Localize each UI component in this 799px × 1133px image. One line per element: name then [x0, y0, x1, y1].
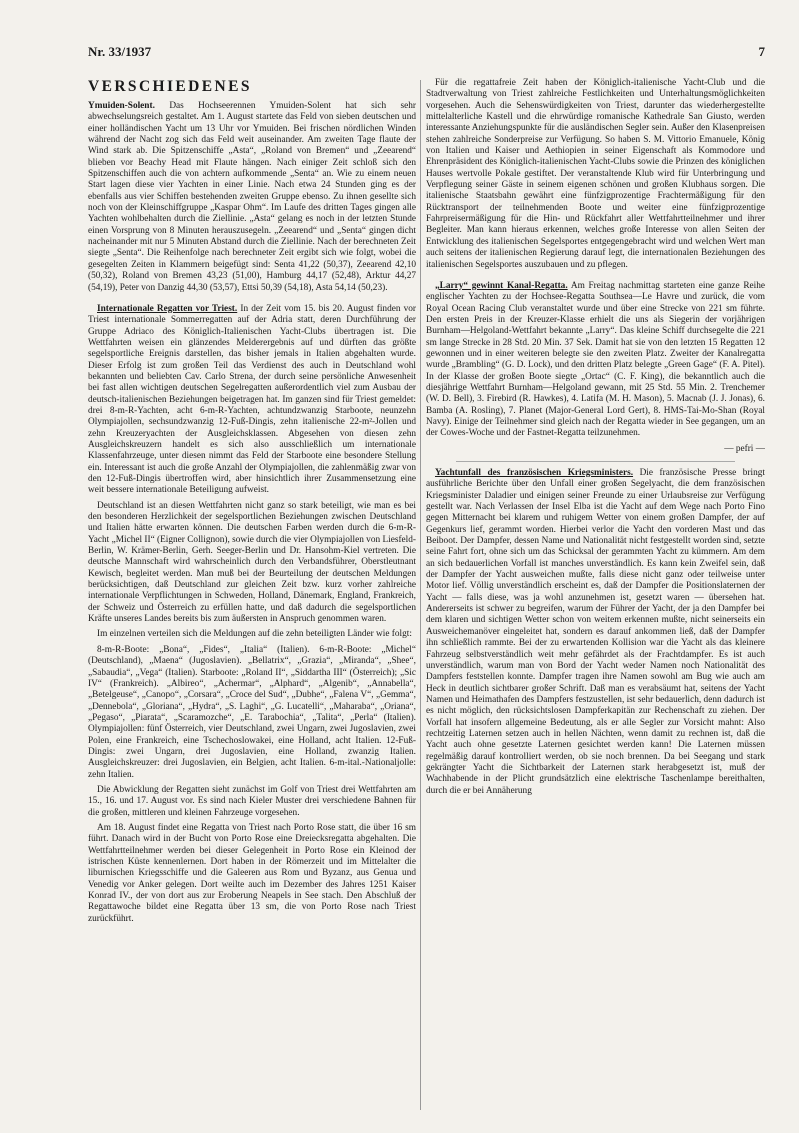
page-number: 7 — [758, 44, 765, 59]
article-text: Das Hochseerennen Ymuiden-Solent hat sich sehr abwechselungsreich gestaltet. Am 1. August startete das Feld von sieben deutschen und einer holländischen Yacht um 13 Uhr vor Ymuiden. Bei frischen nördlichen Winden während der Nacht zog sich das Feld weit auseinander. Am zweiten Tage flaute der Wind stark ab. Die Spitzenschiffe „Asta“, „Roland von Bremen“ und „Zeearend“ blieben vor Beachy Head mit Flaute hängen. Nach einiger Zeit schloß sich den Spitzenschiffen auch die von achtern aufkommende „Senta“ an. Wie zu einem neuen Start lagen diese vier Yachten in einer Linie. Nach etwa 24 Stunden ging es der ebenfalls aus vier Schiffen bestehenden zweiten Gruppe ebenso. Zu ihnen gesellte sich noch von der Kleinschiffgruppe „Kaspar Ohm“. Im Laufe des dritten Tages gingen alle Yachten wohlbehalten durch die Ziellinie. „Asta“ gelang es noch in der letzten Stunde einen Vorsprung von 8 Minuten herauszusegeln. „Zeearend“ und „Senta“ gingen dicht nacheinander mit nur 5 Minuten Abstand durch die Ziellinie. Nach der berechneten Zeit siegte „Senta“. Die Reihenfolge nach berechneter Zeit ergibt sich wie folgt, wobei die gesegelten Zeiten in Klammern beigefügt sind: Senta 41,22 (50,37), Zeearend 42,10 (50,32), Roland von Bremen 43,23 (51,00), Hamburg 44,17 (52,48), Arktur 44,27 (54,19), Peter von Danzig 44,30 (53,57), Ettsi 50,39 (54,18), Asta 54,14 (50,23). — [88, 101, 416, 293]
paragraph: Für die regattafreie Zeit haben der Königlich-italienische Yacht-Club und die Stadtverwaltung von Triest zahlreiche Festlichkeiten und Unterhaltungsmöglichkeiten vorgesehen. Auch die Sehenswürdigkeiten von Triest, darunter das wiederhergestellte mittelalterliche Kastell und die ehrwürdige romanische Kathedrale San Giusto, werden interessante Anziehungspunkte für die ausländischen Segler sein. Außer den Klasenpreisen stehen zahlreiche Sonderpreise zur Verfügung. So haben S. M. Vittorio Emanuele, König von Italien und Kaiser und Aethiopien in seiner Eigenschaft als Kommodore und Ehrenpräsident des Königlich-italienischen Yacht-Clubs sowie die Prinzen des königlichen Hauses wertvolle Pokale gestiftet. Der veranstaltende Klub wird für Unterbringung und Verpflegung seiner Gäste in seinem eigenen schönen und großen Klubhaus sorgen. Die italienische Staatsbahn gewährt eine fünfzigprozentige Frachtermäßigung für den Rücktransport der teilnehmenden Boote und weiter eine fünfzigprozentige Fahrpreisermäßigung für die Hin- und Rückfahrt aller Wettfahrtteilnehmer und ihrer Begleiter. Man kann hieraus erkennen, welches große Interesse von allen Seiten der Entwicklung des italienischen Segelsportes entgegengebracht wird und welchen Wert man auch seitens der italienischen Regierung darauf legt, die internationalen Beziehungen des italienischen Segelsportes auszubauen und zu pflegen. — [426, 78, 765, 270]
section-title: VERSCHIEDENES — [88, 78, 252, 95]
article-ymuiden — [88, 101, 416, 294]
article-text: In der Zeit vom 15. bis 20. August finden vor Triest internationale Sommerregatten auf der Adria statt, deren Durchführung der Gruppe Adriaco des Königlich-Italienischen Yacht-Clubs übertragen ist. Die Wettfahrten weisen ein glänzendes Melderergebnis auf und dürften das größte segelsportliche Ereignis darstellen, das bisher jemals in Italien abgehalten wurde. Dieser Erfolg ist zum großen Teil das Verdienst des auch in Deutschland wohl bekannten und beliebten Cav. Carlo Strena, der durch seine persönliche Anwesenheit bei fast allen wichtigen deutschen Segelregatten außerordentlich viel zum Ausbau der deutsch-italienischen Beziehungen beigetragen hat. Im ganzen sind für Triest gemeldet: drei 8-m-R-Yachten, acht 6-m-R-Yachten, achtundzwanzig Starboote, neunzehn Olympiajollen, sechsundzwanzig 12-Fuß-Dingis, zehn italienische 22-m²-Jollen und zehn Kreuzeryachten der Ausgleichsklassen. Abgesehen von diesen zehn Ausgleichskreuzern handelt es sich also ausschließlich um internationale Klassenfahrzeuge, unter diesen nimmt das Feld der Starboote eine besondere Stellung ein. Interessant ist auch die große Anzahl der Olympiajollen, die zahlenmäßig zwar von den 12-Fuß-Dingis übertroffen wird, aber hinsichtlich ihrer Zusammensetzung eine weit bessere internationale Beteiligung aufweist. — [88, 303, 416, 496]
right-column — [426, 78, 765, 1118]
article-text: Am Freitag nachmittag starteten eine ganze Reihe englischer Yachten zu der Hochsee-Regatta Southsea—Le Havre und zurück, die vom Royal Ocean Racing Club veranstaltet wurde und über eine Strecke von 221 sm führte. Den ersten Preis in der Kreuzer-Klasse erhielt die uns als Siegerin der vorjährigen Burnham—Helgoland-Wettfahrt bekannte „Larry“. Das kleine Schiff durchsegelte die 221 sm lange Strecke in 28 Std. 20 Min. 37 Sek. Damit hat sie von den letzten 15 Regatten 12 gewonnen und in einer weiteren belegte sie den zweiten Platz. Zweiter der Kanalregatta wurde „Brambling“ (G. D. Lock), und den dritten Platz belegte „Green Gage“ (F. A. Pitel). In der Klasse der großen Boote siegte „Ortac“ (C. F. King), die bekanntlich auch die diesjährige Wettfahrt Burnham—Helgoland gewann, mit 25 Std. 55 Min. 2. Trenchemer (W. D. Bell), 3. Firebird (R. Hawkes), 4. Latifa (M. H. Mason), 5. Macnab (J. J. Jonas), 6. Bamba (A. Rosling), 7. Planet (Major-General Lord Gert), 8. HMS-Tai-Mo-Shan (Royal Navy). Einige der Teilnehmer sind gleich nach der Regatta wieder in See gegangen, um an der Cowes-Woche und der Fastnet-Regatta teilzunehmen. — [426, 280, 765, 439]
article-heading: „Larry“ gewinnt Kanal-Regatta. — [435, 280, 568, 291]
article-heading: Internationale Regatten vor Triest. — [97, 303, 238, 314]
author-signature: — pefri — — [724, 443, 765, 454]
article-text: Die französische Presse bringt ausführliche Berichte über den Unfall einer großen Segelyacht, die dem französischen Kriegsminister Daladier und einigen seiner Freunde zu einer Urlaubsreise zur Verfügung gestellt war. Nach Verlassen der Insel Elba ist die Yacht auf dem Wege nach Porto Fino gegen Mitternacht bei klarem und ruhigem Wetter von einem großen Dampfer, der auf Gegenkurs lief, gerammt worden. Hierbei verlor die Yacht den vorderen Mast und das Beiboot. Der Dampfer, dessen Name und Nationalität nicht festgestellt worden sind, setzte seine Fahrt fort, ohne sich um das Schicksal der gerammten Yacht zu kümmern. Am dem an sich bedauerlichen Vorfall ist manches unverständlich. Es kann kein Zweifel sein, daß der Dampfer der Yacht ausweichen mußte, falls diese nicht ganz oder teilweise unter Motor lief. Völlig unverständlich erscheint es, daß der Dampfer die Positionslaternen der Yacht — falls diese, was ja wohl anzunehmen ist, gesetzt waren — übersehen hat. Andererseits ist schwer zu begreifen, warum der Führer der Yacht, der ja den Dampfer bei dem klaren und sichtigen Wetter schon von weitem erkennen mußte, nicht seinerseits ein Ausweichemanöver eingeleitet hat, sondern es darauf ankommen ließ, daß der Dampfer ihn schließlich rammte. Bei der zu erwartenden Kollision war die Yacht als das kleinere Fahrzeug selbstverständlich weit mehr gefährdet als der Frachtdampfer. Es ist auch unverständlich, warum man von Bord der Yacht weder Namen noch Nationalität des Dampfers feststellen konnte. Dampfer tragen ihre Namen sowohl am Bug wie auch am Heck in deutlich sichtbarer großer Schrift. Daß man es verabsäumt hat, seitens der Yacht Namen und Heimathafen des Dampfers festzustellen, ist sehr bedauerlich, denn dadurch ist es nicht möglich, den rücksichtslosen Dampferkapitän zur Rechenschaft zu ziehen. Der Vorfall hat insofern allgemeine Bedeutung, als er alle Segler zur Vorsicht mahnt: Also rechtzeitig Laternen setzen auch in hellen Nächten, wenn damit zu rechnen ist, daß die Yacht auch ohne gesetzte Laternen gesichtet werden kann! Die Laternen müssen regelmäßig darauf kontrolliert werden, ob sie noch brennen. Da bei Seegang und stark gekrängter Yacht die Sichtbarkeit der Laternen stark herabgesetzt ist, muß der Wachhabende in der Plicht grundsätzlich eine elektrische Taschenlampe bereithalten, durch die er bei Annäherung — [426, 468, 765, 796]
paragraph: Im einzelnen verteilen sich die Meldungen auf die zehn beteiligten Länder wie folgt: — [97, 629, 412, 640]
article-separator — [456, 461, 735, 462]
column-divider — [420, 80, 421, 1110]
paragraph: Die Abwicklung der Regatten sieht zunächst im Golf von Triest drei Wettfahrten am 15., 16. und 17. August vor. Es sind nach Kieler Muster drei verschiedene Bahnen für die großen, mittleren und kleinen Fahrzeuge vorgesehen. — [88, 784, 416, 818]
issue-number: Nr. 33/1937 — [88, 44, 152, 59]
paragraph: Am 18. August findet eine Regatta von Triest nach Porto Rose statt, die über 16 sm führt. Danach wird in der Bucht von Porto Rose eine Dreiecksregatta abgehalten. Die Wettfahrtteilnehmer werden bei dieser Gelegenheit in Porto Rose ein Kleinod der istrischen Küste kennenlernen. Dort haben in der Römerzeit und im Mittelalter die liburnischen Kriegsschiffe und die Galeeren aus Rom und Byzanz, aus Genua und Venedig vor Anker gelegen. Dort weilte auch im Dezember des Jahres 1251 Kaiser Konrad IV., der von dort aus zur Eroberung Neapels in See stach. Den Abschluß der Regattawoche bildet eine Regatta über 13 sm, die von Porto Rose nach Triest zurückführt. — [88, 822, 416, 924]
paragraph: Deutschland ist an diesen Wettfahrten nicht ganz so stark beteiligt, wie man es bei den besonderen Herzlichkeit der segelsportlichen Beziehungen zwischen Deutschland und Italien hätte erwarten können. Die deutschen Farben werden durch die 6-m-R-Yacht „Michel II“ (Eigner Collignon), sowie durch die vier Olympiajollen von Liesfeld-Berlin, W. Krämer-Berlin, Gerh. Seeger-Berlin und Dr. Hansohm-Kiel vertreten. Die deutsche Mannschaft wird wahrscheinlich durch den Verbandsführer, Oberstleutnant Kewisch, begleitet werden. Man muß bei der Beurteilung der deutschen Meldungen berücksichtigen, daß Deutschland zur gleichen Zeit bzw. kurz vorher zahlreiche internationale Verpflichtungen in Schweden, Holland, Dänemark, England, Frankreich, der Schweiz und Österreich zu erfüllen hatte, und daß dadurch die segelsportlichen Kräfte unseres Landes bereits bis zum äußersten in Anspruch genommen waren. — [88, 500, 416, 625]
page-header — [88, 44, 765, 64]
article-heading: Yachtunfall des französischen Kriegsministers. — [435, 468, 634, 478]
article-larry — [426, 281, 765, 440]
paragraph: 8-m-R-Boote: „Bona“, „Fides“, „Italia“ (Italien). 6-m-R-Boote: „Michel“ (Deutschland), „Maena“ (Jugoslavien). „Bellatrix“, „Grazia“, „Miranda“, „Shee“, „Sabaudia“, „Vega“ (Italien). Starboote: „Roland II“, „Siddartha III“ (Österreich); „Sic IV“ (Frankreich). „Albireo“, „Achermar“, „Alphard“, „Algenib“, „Annabella“, „Betelgeuse“, „Canopo“, „Corsara“, „Croce del Sud“, „Dubhe“, „Falena V“, „Gemma“, „Dennebola“, „Gloriana“, „Hydra“, „S. Laghi“, „G. Lucatelli“, „Maharaba“, „Oriana“, „Pegaso“, „Piarata“, „Scaramozche“, „E. Tarabochia“, „Talita“, „Perla“ (Italien). Olympiajollen: fünf Österreich, vier Deutschland, zwei Ungarn, zwei Jugoslavien, zwei Polen, eine Frankreich, eine Tschechoslowakei, eine Holland, acht Italien. 12-Fuß-Dingis: zwei Ungarn, drei Jugoslavien, eine Holland, zwanzig Italien. Ausgleichskreuzer: drei Jugoslavien, ein Belgien, acht Italien. 6-m-ital.-Nationaljolle: zehn Italien. — [88, 644, 416, 780]
left-column — [88, 78, 416, 1118]
article-triest — [88, 304, 416, 497]
article-unfall — [426, 468, 765, 797]
article-heading: Ymuiden-Solent. — [88, 101, 155, 111]
